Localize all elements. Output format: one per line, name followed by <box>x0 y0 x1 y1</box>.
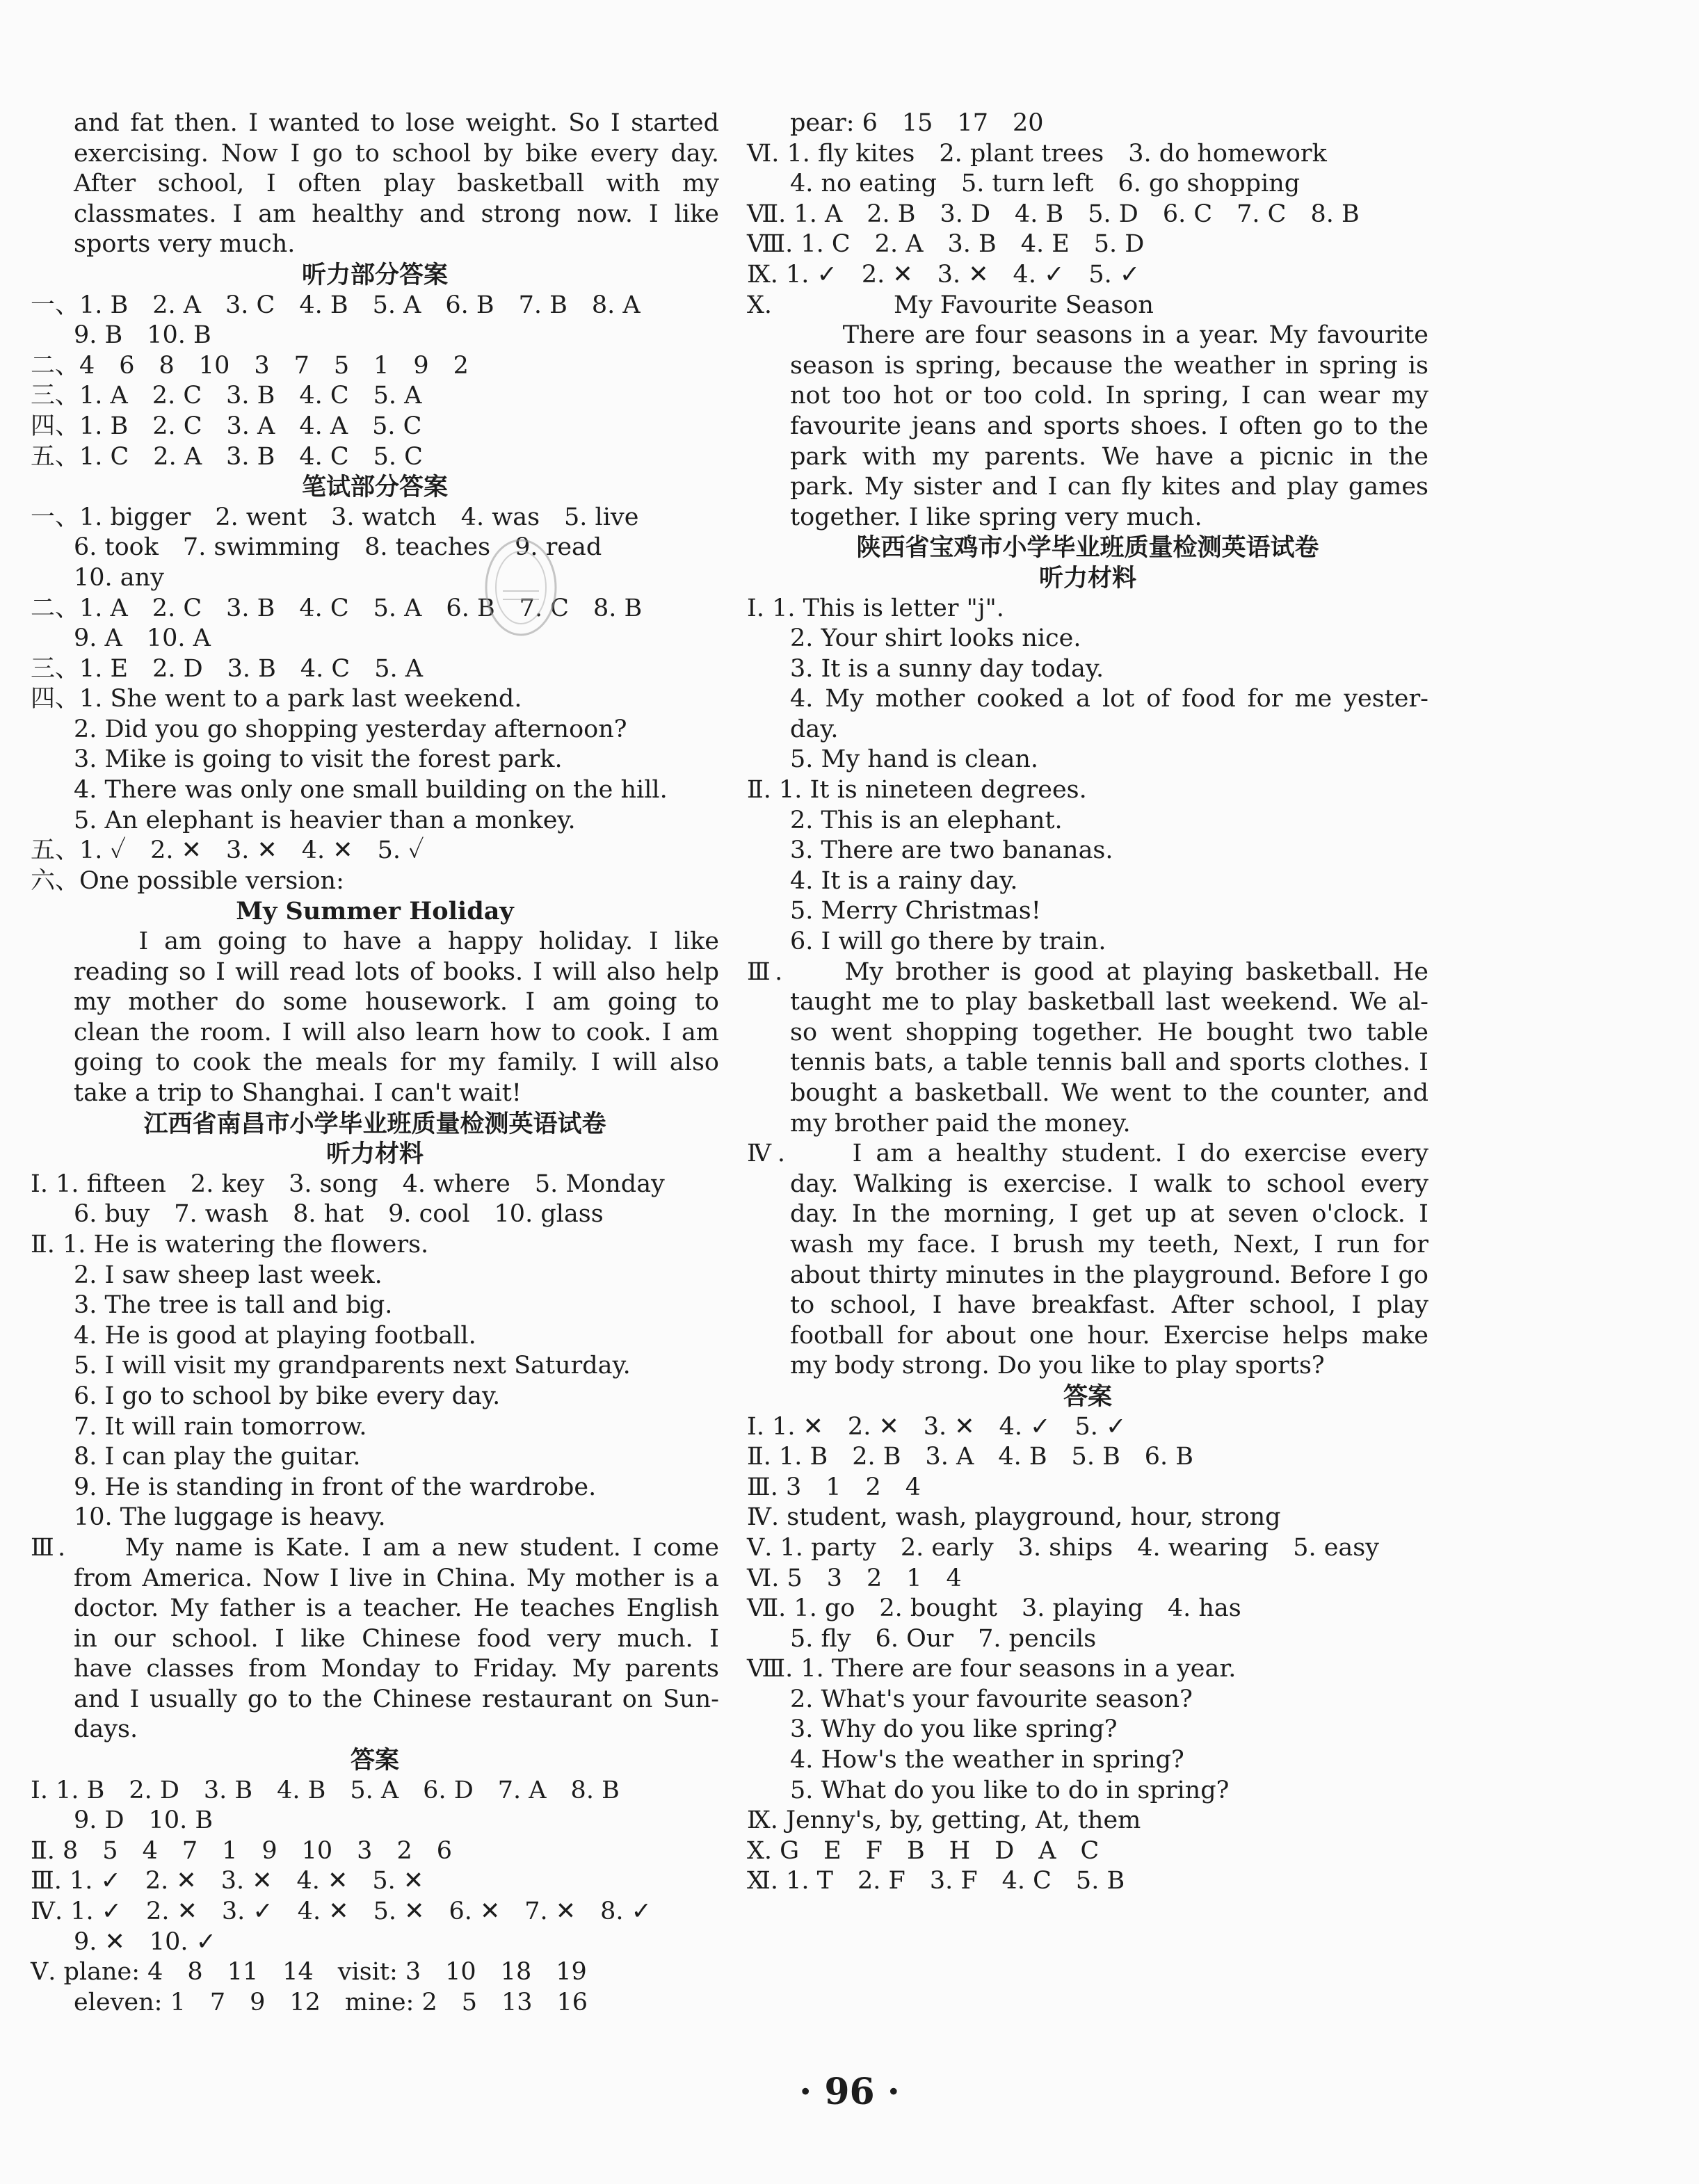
left-column-line: 2. I saw sheep last week. <box>74 1261 383 1289</box>
left-column-line: 9. A 10. A <box>74 624 211 653</box>
left-column-line: 10. any <box>74 563 164 592</box>
page-number: · 96 · <box>799 2071 900 2113</box>
right-column-line: 4. My mother cooked a lot of food for me yester- <box>790 685 1428 713</box>
left-column-line: 听力材料 <box>325 1140 424 1169</box>
left-column-line: going to cook the meals for my family. I will also <box>74 1049 719 1077</box>
right-column-line: pear: 6 15 17 20 <box>790 109 1044 137</box>
right-column-line: my body strong. Do you like to play sports? <box>790 1352 1325 1380</box>
left-column-line: exercising. Now I go to school by bike every day. <box>74 139 719 168</box>
right-column-line: Ⅰ. 1. ✕ 2. ✕ 3. ✕ 4. ✓ 5. ✓ <box>747 1412 1127 1441</box>
right-column-line: Ⅰ. 1. This is letter "j". <box>747 594 1004 622</box>
left-column-line: Ⅱ. 1. He is watering the flowers. <box>31 1230 429 1259</box>
right-column-line: Ⅺ. 1. T 2. F 3. F 4. C 5. B <box>747 1867 1125 1895</box>
right-column-line: 5. My hand is clean. <box>790 745 1039 774</box>
right-column <box>747 108 1428 1897</box>
right-column-line: 3. There are two bananas. <box>790 836 1113 865</box>
left-column-line: 7. It will rain tomorrow. <box>74 1412 367 1441</box>
right-column-line: football for about one hour. Exercise helps make <box>790 1321 1428 1350</box>
right-column-line: 3. It is a sunny day today. <box>790 654 1104 683</box>
right-column-line: park with my parents. We have a picnic in the <box>790 442 1428 471</box>
left-column-line: eleven: 1 7 9 12 mine: 2 5 13 16 <box>74 1988 588 2016</box>
right-column-line: Ⅷ. 1. C 2. A 3. B 4. E 5. D <box>747 230 1145 259</box>
left-column-line: 4. He is good at playing football. <box>74 1321 476 1350</box>
right-column-line: not too hot or too cold. In spring, I can wear my <box>790 382 1428 410</box>
left-column-line: 2. Did you go shopping yesterday afternoon? <box>74 715 627 743</box>
left-column-line: 9. B 10. B <box>74 321 211 350</box>
right-column-line: 4. How's the weather in spring? <box>790 1746 1184 1774</box>
right-column-line: 6. I will go there by train. <box>790 928 1106 956</box>
right-column-line: season is spring, because the weather in spring is <box>790 351 1428 380</box>
right-column-line: There are four seasons in a year. My favourite <box>790 321 1428 350</box>
left-column-line: 8. I can play the guitar. <box>74 1443 361 1471</box>
left-column-line: from America. Now I live in China. My mother is a <box>74 1564 719 1592</box>
left-column-line: Ⅰ. 1. fifteen 2. key 3. song 4. where 5. Monday <box>31 1170 665 1198</box>
right-column-line: Ⅳ. student, wash, playground, hour, strong <box>747 1503 1281 1532</box>
right-column-line: Ⅴ. 1. party 2. early 3. ships 4. wearing 5. easy <box>747 1533 1380 1562</box>
right-column-line: Ⅸ. Jenny's, by, getting, At, them <box>747 1806 1141 1835</box>
left-column-line: 五、1. ✓ 2. ✕ 3. ✕ 4. ✕ 5. ✓ <box>31 836 424 865</box>
right-column-line: Ⅶ. 1. go 2. bought 3. playing 4. has <box>747 1594 1241 1623</box>
right-column-line: Ⅹ. My Favourite Season <box>747 291 1154 319</box>
right-column-line: 4. It is a rainy day. <box>790 866 1018 895</box>
left-column-line: and I usually go to the Chinese restaurant on Sun- <box>74 1685 719 1713</box>
left-column-line: Ⅳ. 1. ✓ 2. ✕ 3. ✓ 4. ✕ 5. ✕ 6. ✕ 7. ✕ 8. ✓ <box>31 1898 652 1926</box>
right-column-line: day. In the morning, I get up at seven o'clock. I <box>790 1200 1428 1229</box>
right-column-line: Ⅵ. 1. fly kites 2. plant trees 3. do homework <box>747 139 1327 168</box>
right-column-line: 2. This is an elephant. <box>790 806 1063 834</box>
left-column <box>31 108 719 2018</box>
left-column-line: 3. The tree is tall and big. <box>74 1291 393 1320</box>
left-column-line: sports very much. <box>74 230 296 259</box>
left-column-line: 3. Mike is going to visit the forest park. <box>74 745 563 774</box>
left-column-line: 5. I will visit my grandparents next Saturday. <box>74 1352 631 1380</box>
right-column-line: 4. no eating 5. turn left 6. go shopping <box>790 170 1301 198</box>
right-column-line: about thirty minutes in the playground. Before I go <box>790 1261 1428 1289</box>
right-column-line: bought a basketball. We went to the counter, and <box>790 1079 1428 1107</box>
left-column-line: Ⅱ. 8 5 4 7 1 9 10 3 2 6 <box>31 1836 452 1865</box>
left-column-line: After school, I often play basketball with my <box>74 170 719 198</box>
right-column-line: 陕西省宝鸡市小学毕业班质量检测英语试卷 <box>856 533 1319 563</box>
right-column-line: my brother paid the money. <box>790 1109 1131 1138</box>
right-column-line: to school, I have breakfast. After school, I play <box>790 1291 1428 1320</box>
left-column-line: 三、1. A 2. C 3. B 4. C 5. A <box>31 382 422 410</box>
left-column-line: 一、1. bigger 2. went 3. watch 4. was 5. live <box>31 503 639 531</box>
right-column-line: wash my face. I brush my teeth, Next, I run for <box>790 1230 1428 1259</box>
left-column-line: 四、1. She went to a park last weekend. <box>31 685 522 713</box>
right-column-line: day. Walking is exercise. I walk to school every <box>790 1170 1428 1198</box>
left-column-line: 6. I go to school by bike every day. <box>74 1382 501 1410</box>
right-column-line: so went shopping together. He bought two table <box>790 1018 1428 1046</box>
left-column-line: Ⅰ. 1. B 2. D 3. B 4. B 5. A 6. D 7. A 8. B <box>31 1776 620 1804</box>
right-column-line: 听力材料 <box>1038 563 1136 592</box>
right-column-line: 5. What do you like to do in spring? <box>790 1776 1230 1804</box>
right-column-line: Ⅶ. 1. A 2. B 3. D 4. B 5. D 6. C 7. C 8. B <box>747 200 1360 228</box>
left-column-line: I am going to have a happy holiday. I like <box>74 928 719 956</box>
right-column-line: 答案 <box>1063 1382 1112 1411</box>
left-column-line: have classes from Monday to Friday. My parents <box>74 1655 719 1683</box>
left-column-line: and fat then. I wanted to lose weight. So I started <box>74 109 719 137</box>
left-column-line: 五、1. C 2. A 3. B 4. C 5. C <box>31 442 423 471</box>
left-column-line: clean the room. I will also learn how to cook. I am <box>74 1018 719 1046</box>
left-column-line: 6. took 7. swimming 8. teaches 9. read <box>74 533 602 562</box>
right-column-line: 5. fly 6. Our 7. pencils <box>790 1624 1097 1653</box>
left-column-line: in our school. I like Chinese food very much. I <box>74 1624 719 1653</box>
left-column-line: 三、1. E 2. D 3. B 4. C 5. A <box>31 654 423 683</box>
left-column-line: 答案 <box>350 1746 399 1775</box>
left-column-line: 笔试部分答案 <box>301 473 448 502</box>
left-column-line: Ⅲ. 1. ✓ 2. ✕ 3. ✕ 4. ✕ 5. ✕ <box>31 1867 424 1895</box>
left-column-line: 9. He is standing in front of the wardrobe. <box>74 1473 597 1501</box>
left-column-line: 听力部分答案 <box>301 260 448 289</box>
right-column-line: favourite jeans and sports shoes. I often go to the <box>790 412 1428 440</box>
right-column-line: 3. Why do you like spring? <box>790 1715 1118 1744</box>
right-column-line: Ⅵ. 5 3 2 1 4 <box>747 1564 962 1592</box>
left-column-line: reading so I will read lots of books. I will also help <box>74 957 719 986</box>
left-column-line: 二、4 6 8 10 3 7 5 1 9 2 <box>31 351 469 380</box>
left-column-line: Ⅴ. plane: 4 8 11 14 visit: 3 10 18 19 <box>31 1958 587 1987</box>
left-column-line: doctor. My father is a teacher. He teaches English <box>74 1594 719 1623</box>
right-column-line: Ⅲ. 3 1 2 4 <box>747 1473 921 1501</box>
left-column-line: 四、1. B 2. C 3. A 4. A 5. C <box>31 412 422 440</box>
left-column-line: 江西省南昌市小学毕业班质量检测英语试卷 <box>143 1109 606 1138</box>
right-column-line: Ⅹ. G E F B H D A C <box>747 1836 1100 1865</box>
right-column-line: Ⅳ. I am a healthy student. I do exercise every <box>747 1140 1428 1168</box>
left-column-line: 4. There was only one small building on the hill. <box>74 776 668 804</box>
left-column-line: 一、1. B 2. A 3. C 4. B 5. A 6. B 7. B 8. A <box>31 291 641 319</box>
left-column-line: 5. An elephant is heavier than a monkey. <box>74 806 576 834</box>
left-column-line: 6. buy 7. wash 8. hat 9. cool 10. glass <box>74 1200 604 1229</box>
left-column-line: 二、1. A 2. C 3. B 4. C 5. A 6. B 7. C 8. B <box>31 594 643 622</box>
left-column-line: classmates. I am healthy and strong now. I like <box>74 200 719 228</box>
left-column-line: Ⅲ. My name is Kate. I am a new student. I come <box>31 1533 719 1562</box>
stamp-watermark-icon <box>482 535 560 640</box>
right-column-line: taught me to play basketball last weekend. We al- <box>790 988 1428 1017</box>
right-column-line: park. My sister and I can fly kites and play games <box>790 473 1428 501</box>
right-column-line: 5. Merry Christmas! <box>790 897 1041 925</box>
right-column-line: Ⅷ. 1. There are four seasons in a year. <box>747 1655 1237 1683</box>
right-column-line: Ⅱ. 1. It is nineteen degrees. <box>747 776 1087 804</box>
right-column-line: tennis bats, a table tennis ball and sports clothes. I <box>790 1049 1428 1077</box>
left-column-line: 六、One possible version: <box>31 866 344 895</box>
left-column-line: 10. The luggage is heavy. <box>74 1503 386 1532</box>
left-column-line: take a trip to Shanghai. I can't wait! <box>74 1079 522 1107</box>
left-column-line: 9. ✕ 10. ✓ <box>74 1927 216 1956</box>
right-column-line: 2. Your shirt looks nice. <box>790 624 1081 653</box>
right-column-line: together. I like spring very much. <box>790 503 1202 531</box>
right-column-line: 2. What's your favourite season? <box>790 1685 1193 1713</box>
left-column-line: days. <box>74 1715 138 1744</box>
right-column-line: Ⅲ. My brother is good at playing basketball. He <box>747 957 1428 986</box>
right-column-line: day. <box>790 715 839 743</box>
right-column-line: Ⅱ. 1. B 2. B 3. A 4. B 5. B 6. B <box>747 1443 1194 1471</box>
left-column-line: 9. D 10. B <box>74 1806 214 1835</box>
left-column-line: my mother do some housework. I am going to <box>74 988 719 1017</box>
left-column-line: My Summer Holiday <box>236 897 514 926</box>
right-column-line: Ⅸ. 1. ✓ 2. ✕ 3. ✕ 4. ✓ 5. ✓ <box>747 260 1141 289</box>
